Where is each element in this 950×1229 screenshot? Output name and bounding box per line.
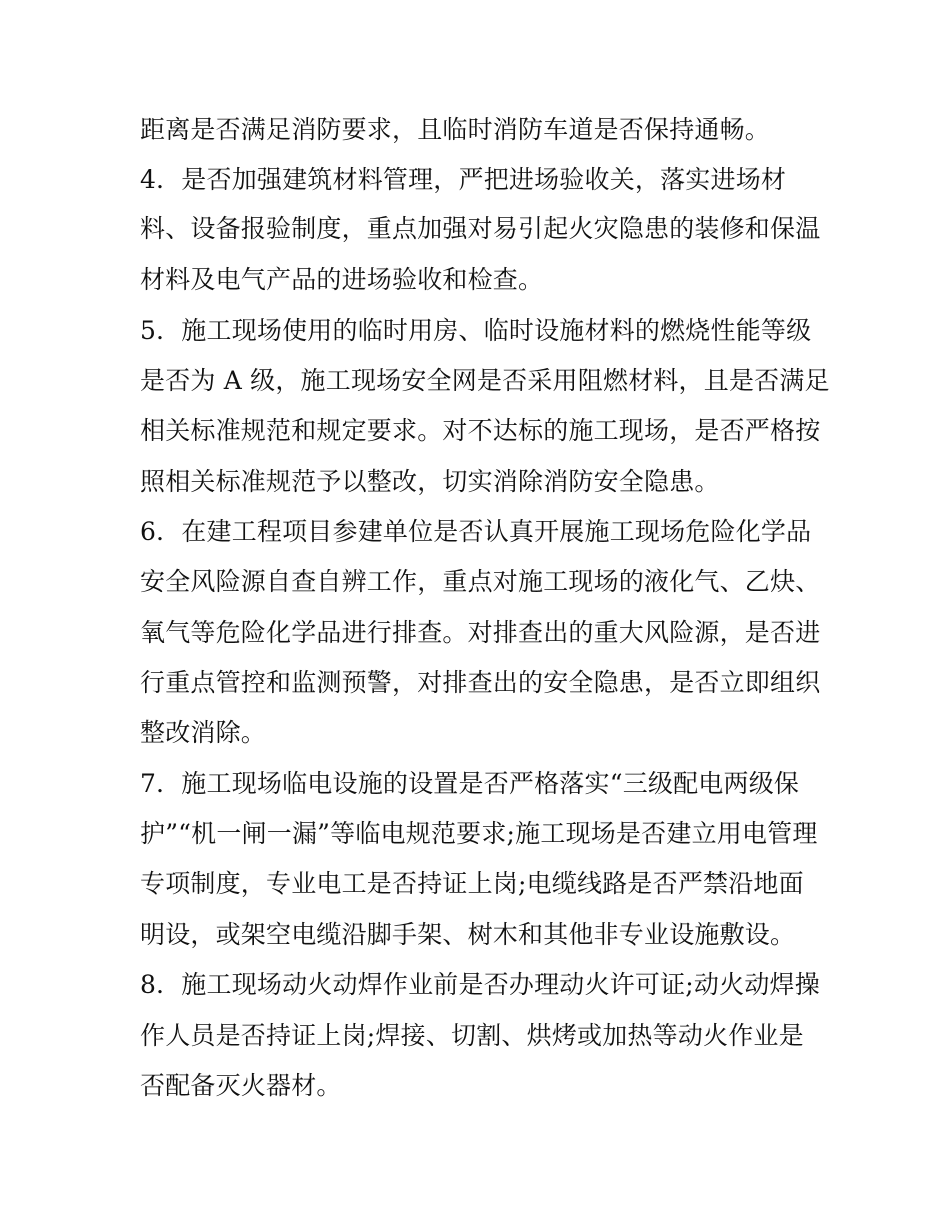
text-line: 7．施工现场临电设施的设置是否严格落实“三级配电两级保 [140,769,800,798]
text-line: 8．施工现场动火动焊作业前是否办理动火许可证;动火动焊操 [140,970,820,999]
text-line: 相关标准规范和规定要求。对不达标的施工现场，是否严格按 [140,416,821,445]
text-line: 照相关标准规范予以整改，切实消除消防安全隐患。 [140,467,720,496]
text-line: 材料及电气产品的进场验收和检查。 [140,265,544,294]
text-line: 整改消除。 [140,718,267,747]
text-line: 否配备灭火器材。 [140,1071,342,1100]
text-line: 明设，或架空电缆沿脚手架、树木和其他非专业设施敷设。 [140,920,796,949]
text-line: 料、设备报验制度，重点加强对易引起火灾隐患的装修和保温 [140,214,821,243]
text-line: 6．在建工程项目参建单位是否认真开展施工现场危险化学品 [140,517,812,546]
text-line: 5．施工现场使用的临时用房、临时设施材料的燃烧性能等级 [140,316,812,345]
text-line: 行重点管控和监测预警，对排查出的安全隐患，是否立即组织 [140,668,821,697]
text-line: 安全风险源自查自辨工作，重点对施工现场的液化气、乙炔、 [140,567,821,596]
text-line: 作人员是否持证上岗;焊接、切割、烘烤或加热等动火作业是 [140,1021,804,1050]
text-line: 是否为 A 级，施工现场安全网是否采用阻燃材料，且是否满足 [140,366,830,395]
text-line: 4．是否加强建筑材料管理，严把进场验收关，落实进场材 [140,165,787,194]
text-line: 专项制度，专业电工是否持证上岗;电缆线路是否严禁沿地面 [140,869,804,898]
text-line: 距离是否满足消防要求，且临时消防车道是否保持通畅。 [140,115,771,144]
text-line: 护”“机一闸一漏”等临电规范要求;施工现场是否建立用电管理 [140,819,818,848]
text-line: 氧气等危险化学品进行排查。对排查出的重大风险源，是否进 [140,618,821,647]
